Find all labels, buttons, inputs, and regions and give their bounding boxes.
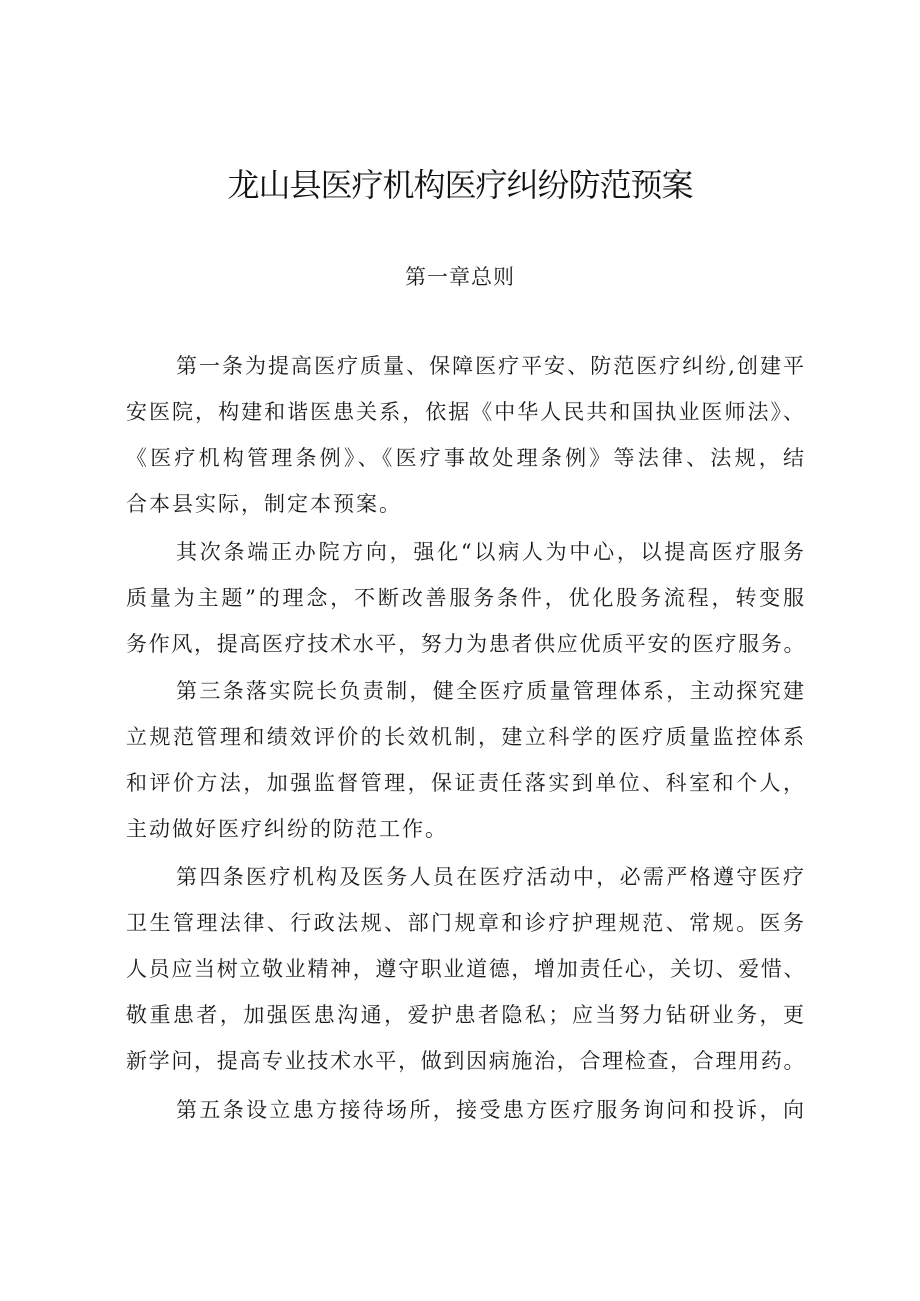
text-line: 人员应当树立敬业精神，遵守职业道德，增加责任心，关切、爱惜、: [126, 957, 806, 981]
paragraph-article-1: [126, 343, 806, 527]
paragraph-article-2: [126, 529, 806, 667]
text-line: 质量为主题”的理念，不断改善服务条件，优化股务流程，转变服: [126, 586, 806, 610]
document-title: 龙山县医疗机构医疗纠纷防范预案: [227, 166, 693, 204]
text-line: 主动做好医疗纠纷的防范工作。: [126, 817, 448, 841]
text-line: 新学问，提高专业技术水平，做到因病施治，合理检查，合理用药。: [126, 1049, 806, 1073]
text-line: 卫生管理法律、行政法规、部门规章和诊疗护理规范、常规。医务: [126, 911, 806, 935]
text-line: 和评价方法，加强监督管理，保证责任落实到单位、科室和个人，: [126, 771, 806, 795]
text-line: 合本县实际，制定本预案。: [126, 492, 402, 516]
text-line: 务作风，提高医疗技术水平，努力为患者供应优质平安的医疗服务。: [126, 632, 806, 656]
text-line: 第三条落实院长负责制，健全医疗质量管理体系，主动探究建: [176, 679, 806, 703]
text-line: 安医院，构建和谐医患关系，依据《中华人民共和国执业医师法》、: [126, 400, 806, 424]
chapter-heading: 第一章总则: [405, 265, 515, 289]
paragraph-article-3: [126, 668, 806, 852]
paragraph-article-5: [126, 1087, 806, 1133]
paragraph-article-4: [126, 854, 806, 1084]
text-line: 《医疗机构管理条例》、《医疗事故处理条例》等法律、法规，结: [126, 446, 806, 470]
text-line: 敬重患者，加强医患沟通，爱护患者隐私；应当努力钻研业务，更: [126, 1003, 806, 1027]
text-line: 第五条设立患方接待场所，接受患方医疗服务询问和投诉，向: [176, 1098, 806, 1122]
text-line: 其次条端正办院方向，强化“以病人为中心，以提高医疗服务: [176, 540, 806, 564]
text-line: 第四条医疗机构及医务人员在医疗活动中，必需严格遵守医疗: [176, 865, 806, 889]
text-line: 立规范管理和绩效评价的长效机制，建立科学的医疗质量监控体系: [126, 725, 806, 749]
text-line: 第一条为提高医疗质量、保障医疗平安、防范医疗纠纷,创建平: [176, 354, 806, 378]
